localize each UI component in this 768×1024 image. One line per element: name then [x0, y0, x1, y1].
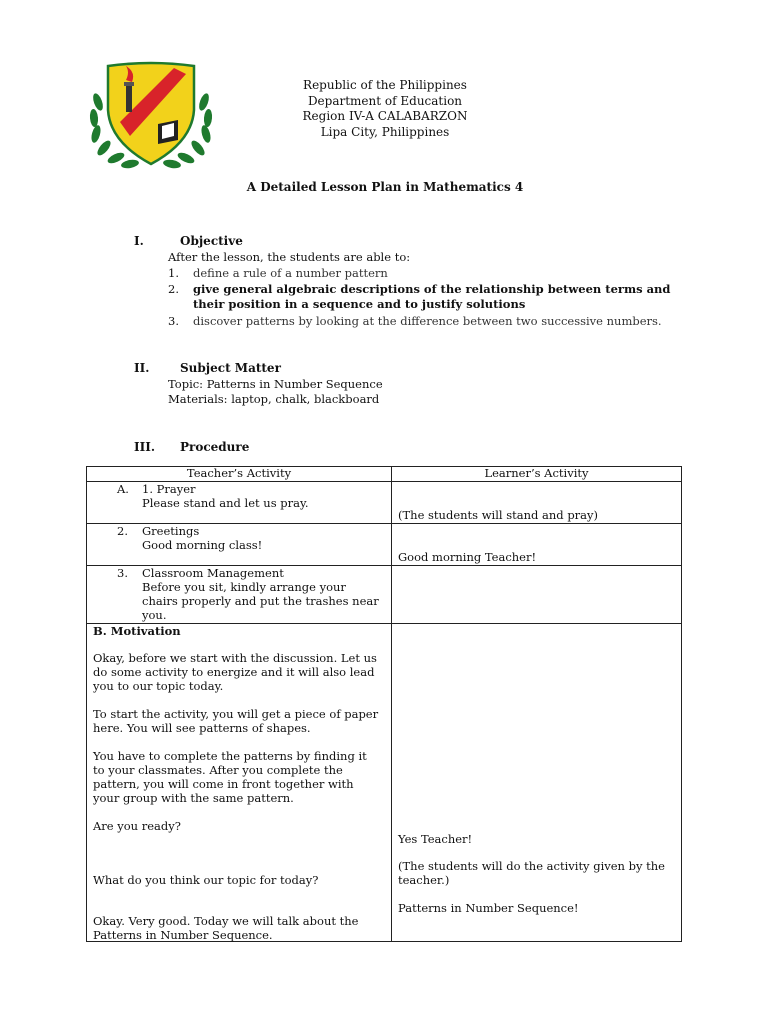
- motivation-p3-line2: to your classmates. After you complete the: [93, 763, 343, 777]
- motivation-p1-line1: Okay, before we start with the discussion. Let us: [93, 651, 377, 665]
- table-row: [87, 624, 682, 942]
- motivation-heading: B. Motivation: [93, 624, 181, 638]
- section-procedure-number: III.: [134, 440, 156, 454]
- row-greetings-number: 2.: [117, 524, 128, 538]
- objective-item-2-text: give general algebraic descriptions of the relationship between terms and: [193, 282, 671, 296]
- row-classroom-heading: Classroom Management: [142, 566, 284, 580]
- section-subject-number: II.: [134, 361, 150, 375]
- learner-activity-header: Learner’s Activity: [392, 467, 682, 482]
- objective-item-3-number: 3.: [168, 314, 179, 328]
- motivation-p1-line3: you to our topic today.: [93, 679, 224, 693]
- row-greetings-text: Good morning class!: [142, 538, 263, 552]
- row-classroom-number: 3.: [117, 566, 128, 580]
- document-header: [230, 78, 540, 140]
- motivation-p2-line1: To start the activity, you will get a piece of paper: [93, 707, 379, 721]
- section-subject-title: Subject Matter: [180, 361, 281, 375]
- header-city: Lipa City, Philippines: [320, 124, 450, 139]
- row-prayer-text: Please stand and let us pray.: [142, 496, 309, 510]
- learner-prayer-text: (The students will stand and pray): [398, 508, 599, 522]
- header-republic: Republic of the Philippines: [303, 78, 467, 92]
- objective-item-2-number: 2.: [168, 282, 179, 296]
- motivation-p2-line2: here. You will see patterns of shapes.: [93, 721, 311, 735]
- school-seal-logo: [86, 60, 216, 172]
- section-objective-title: Objective: [180, 234, 243, 248]
- objective-intro: After the lesson, the students are able to:: [168, 250, 411, 264]
- header-department: Department of Education: [307, 93, 463, 108]
- table-row: [87, 482, 682, 524]
- row-classroom-text-1: Before you sit, kindly arrange your: [142, 580, 346, 594]
- teacher-cell-greetings: [87, 524, 392, 566]
- section-objective-number: I.: [134, 234, 144, 248]
- objective-item-3-text: discover patterns by looking at the difference between two successive numbers.: [193, 314, 662, 328]
- motivation-p3-line4: your group with the same pattern.: [93, 791, 294, 805]
- header-region: Region IV-A CALABARZON: [302, 109, 468, 123]
- table-row: [87, 524, 682, 566]
- row-prayer-number: A.: [117, 482, 129, 496]
- motivation-p1-line2: do some activity to energize and it will also lead: [93, 665, 375, 679]
- learner-motivation-l1: Yes Teacher!: [398, 832, 473, 846]
- motivation-p6-line2: Patterns in Number Sequence.: [93, 928, 273, 942]
- subject-topic: Topic: Patterns in Number Sequence: [168, 377, 383, 391]
- row-prayer-heading: 1. Prayer: [142, 482, 196, 496]
- objective-item-2-text-cont: their position in a sequence and to justify solutions: [193, 297, 526, 311]
- motivation-p3-line3: pattern, you will come in front together with: [93, 777, 354, 791]
- learner-cell-classroom: [392, 566, 682, 624]
- book-icon: [158, 120, 178, 144]
- lesson-plan-title: A Detailed Lesson Plan in Mathematics 4: [246, 180, 524, 194]
- table-header-row: [87, 467, 682, 482]
- row-classroom-text-2: chairs properly and put the trashes near: [142, 594, 379, 608]
- teacher-cell-motivation: [87, 624, 392, 942]
- teacher-cell-classroom: [87, 566, 392, 624]
- procedure-table: [86, 466, 682, 942]
- row-classroom-text-3: you.: [142, 608, 167, 622]
- learner-motivation-l2-line2: teacher.): [398, 873, 450, 887]
- row-greetings-heading: Greetings: [142, 524, 200, 538]
- learner-cell-prayer: [392, 482, 682, 524]
- motivation-p4: Are you ready?: [93, 819, 181, 833]
- teacher-activity-header: Teacher’s Activity: [87, 467, 392, 482]
- motivation-p6-line1: Okay. Very good. Today we will talk about the: [93, 914, 359, 928]
- learner-cell-motivation: [392, 624, 682, 942]
- subject-materials: Materials: laptop, chalk, blackboard: [168, 392, 380, 406]
- learner-motivation-l2-line1: (The students will do the activity given by the: [398, 859, 665, 873]
- motivation-p5: What do you think our topic for today?: [93, 873, 319, 887]
- teacher-cell-prayer: [87, 482, 392, 524]
- objective-item-1-text: define a rule of a number pattern: [193, 266, 388, 280]
- table-row: [87, 566, 682, 624]
- objective-item-1-number: 1.: [168, 266, 179, 280]
- motivation-p3-line1: You have to complete the patterns by finding it: [93, 749, 367, 763]
- learner-greetings-text: Good morning Teacher!: [398, 550, 537, 564]
- learner-cell-greetings: [392, 524, 682, 566]
- learner-motivation-l3: Patterns in Number Sequence!: [398, 901, 579, 915]
- section-procedure-title: Procedure: [180, 440, 250, 454]
